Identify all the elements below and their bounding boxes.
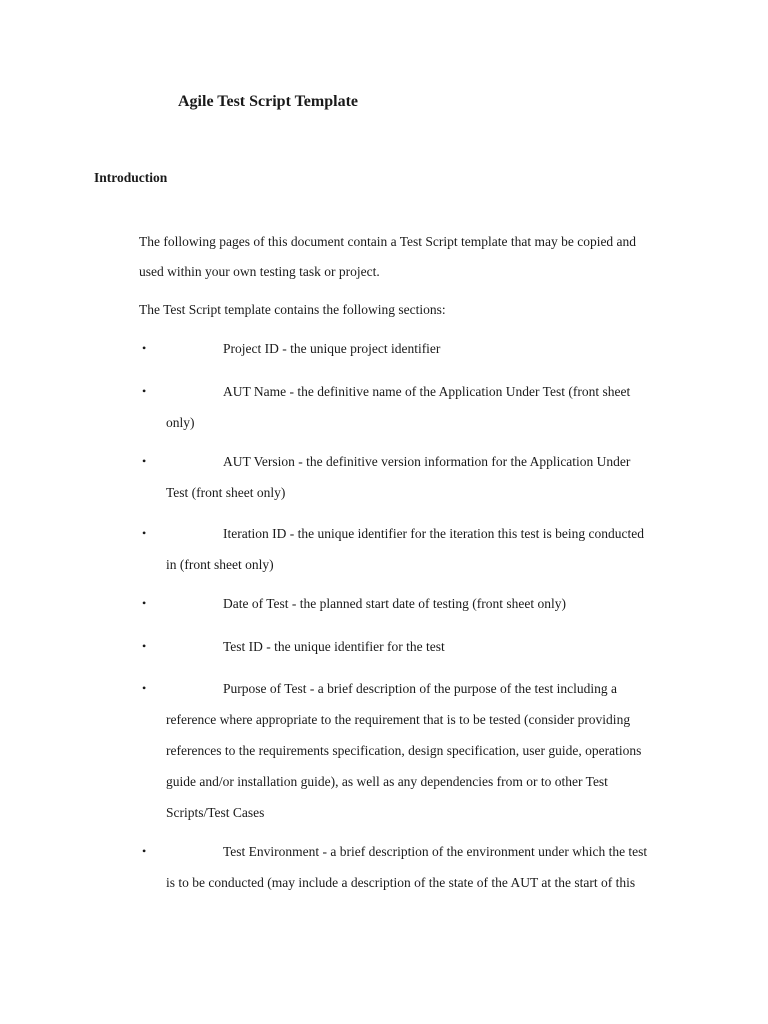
bullet-text-line: Test Environment - a brief description of the environment under which the test bbox=[223, 844, 648, 859]
bullet-text-line: AUT Name - the definitive name of the Application Under Test (front sheet bbox=[223, 384, 631, 399]
intro-paragraph-line-2: used within your own testing task or project. bbox=[139, 264, 380, 279]
bullet-text-line: references to the requirements specification, design specification, user guide, operations bbox=[166, 743, 642, 758]
bullet-text-line: AUT Version - the definitive version information for the Application Under bbox=[223, 454, 631, 469]
section-heading-introduction: Introduction bbox=[94, 170, 168, 185]
bullet-dot: • bbox=[142, 639, 147, 653]
bullet-dot: • bbox=[142, 596, 147, 610]
sections-intro-paragraph: The Test Script template contains the following sections: bbox=[139, 302, 446, 317]
bullet-dot: • bbox=[142, 844, 147, 858]
bullet-text-line: only) bbox=[166, 415, 195, 430]
bullet-text-line: Scripts/Test Cases bbox=[166, 805, 265, 820]
bullet-dot: • bbox=[142, 681, 147, 695]
bullet-text-line: Project ID - the unique project identifier bbox=[223, 341, 441, 356]
bullet-text-line: guide and/or installation guide), as well as any dependencies from or to other Test bbox=[166, 774, 608, 789]
bullet-dot: • bbox=[142, 454, 147, 468]
bullet-text-line: in (front sheet only) bbox=[166, 557, 274, 572]
bullet-text-line: reference where appropriate to the requirement that is to be tested (consider providing bbox=[166, 712, 631, 727]
document-title: Agile Test Script Template bbox=[178, 93, 359, 110]
bullet-text-line: Test (front sheet only) bbox=[166, 485, 286, 500]
bullet-text-line: is to be conducted (may include a description of the state of the AUT at the start of this bbox=[166, 875, 636, 890]
bullet-dot: • bbox=[142, 384, 147, 398]
bullet-text-line: Date of Test - the planned start date of testing (front sheet only) bbox=[223, 596, 566, 611]
bullet-text-line: Purpose of Test - a brief description of the purpose of the test including a bbox=[223, 681, 617, 696]
bullet-text-line: Test ID - the unique identifier for the test bbox=[223, 639, 445, 654]
bullet-text-line: Iteration ID - the unique identifier for the iteration this test is being conducted bbox=[223, 526, 644, 541]
bullet-dot: • bbox=[142, 341, 147, 355]
bullet-dot: • bbox=[142, 526, 147, 540]
intro-paragraph-line-1: The following pages of this document contain a Test Script template that may be copied and bbox=[139, 234, 637, 249]
